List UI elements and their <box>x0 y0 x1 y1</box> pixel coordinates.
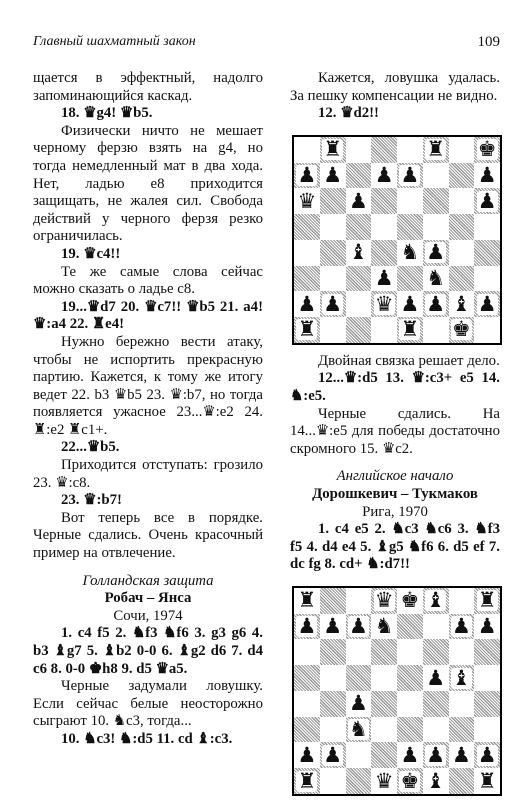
chess-piece: ♞ <box>348 717 368 742</box>
board-square <box>346 691 372 717</box>
board-square <box>474 665 500 691</box>
board-square <box>474 768 500 794</box>
paragraph: 12. ♛d2!! <box>318 105 379 122</box>
board-square <box>474 317 500 343</box>
board-square <box>294 665 320 691</box>
chess-piece: ♟ <box>426 291 446 316</box>
chess-piece: ♟ <box>374 162 394 187</box>
board-square <box>346 291 372 317</box>
chess-piece: ♟ <box>323 614 343 639</box>
board-square <box>397 717 423 743</box>
running-header <box>33 34 500 54</box>
board-square <box>346 665 372 691</box>
paragraph: 18. ♛g4! ♛b5. <box>61 105 153 122</box>
chess-piece: ♟ <box>451 614 471 639</box>
chess-piece: ♛ <box>297 188 317 213</box>
board-square <box>449 717 475 743</box>
right-column <box>290 70 500 804</box>
chess-piece: ♟ <box>348 691 368 716</box>
paragraph: щается в эффектный, надолго запоминающийся каскад. <box>33 70 263 104</box>
board-square <box>397 768 423 794</box>
board-square <box>371 639 397 665</box>
board-square <box>320 163 346 189</box>
chess-piece: ♟ <box>297 614 317 639</box>
chess-piece: ♟ <box>323 742 343 767</box>
chess-piece: ♟ <box>451 742 471 767</box>
chess-piece: ♚ <box>400 588 420 613</box>
board-square <box>320 291 346 317</box>
board-square <box>397 639 423 665</box>
board-square <box>294 137 320 163</box>
left-column <box>33 70 263 749</box>
board-square <box>371 768 397 794</box>
page-number: 109 <box>477 34 500 50</box>
board-square <box>423 614 449 640</box>
chess-piece: ♟ <box>348 188 368 213</box>
board-square <box>320 214 346 240</box>
board-square <box>294 742 320 768</box>
chess-piece: ♚ <box>451 317 471 342</box>
board-square <box>294 639 320 665</box>
running-title: Главный шахматный закон <box>33 34 196 49</box>
paragraph: Вот теперь все в порядке. Черные сдались. Очень красочный пример на отвлечение. <box>33 509 263 562</box>
chess-piece: ♛ <box>374 588 394 613</box>
board-square <box>423 742 449 768</box>
board-square <box>294 266 320 292</box>
chess-piece: ♞ <box>374 614 394 639</box>
board-square <box>397 214 423 240</box>
board-square <box>397 188 423 214</box>
board-square <box>371 163 397 189</box>
board-square <box>474 163 500 189</box>
board-square <box>423 214 449 240</box>
board-square <box>397 691 423 717</box>
board-square <box>320 266 346 292</box>
board-square <box>397 742 423 768</box>
board-square <box>371 717 397 743</box>
board-square <box>294 614 320 640</box>
board-square <box>346 639 372 665</box>
paragraph: Двойная связка решает дело. <box>318 352 500 369</box>
board-square <box>294 188 320 214</box>
right-top-text <box>290 70 500 123</box>
board-square <box>449 691 475 717</box>
board-square <box>346 188 372 214</box>
board-square <box>294 291 320 317</box>
board-square <box>449 188 475 214</box>
board-square <box>397 317 423 343</box>
paragraph: Те же самые слова сейчас можно сказать о ладье c8. <box>33 263 263 298</box>
paragraph: Нужно бережно вести атаку, чтобы не испортить прекрасную партию. Кажется, к тому же итогу ведет 22. b3 ♛b5 23. ♛:b7, но тогда появляется ужасное 23...♛:e2 24. ♜:e2 ♜c1+. <box>33 333 263 438</box>
chess-piece: ♛ <box>374 291 394 316</box>
chess-piece: ♝ <box>451 665 471 690</box>
board-square <box>294 588 320 614</box>
chess-piece: ♚ <box>477 137 497 162</box>
board-square <box>449 639 475 665</box>
board-square <box>423 266 449 292</box>
paragraph: Рига, 1970 <box>362 503 428 520</box>
chess-piece: ♝ <box>426 768 446 793</box>
board-square <box>320 588 346 614</box>
board-square <box>423 588 449 614</box>
board-square <box>449 588 475 614</box>
board-square <box>423 163 449 189</box>
board-square <box>449 768 475 794</box>
board-square <box>474 588 500 614</box>
chess-piece: ♝ <box>451 291 471 316</box>
board-square <box>320 742 346 768</box>
chess-piece: ♜ <box>477 588 497 613</box>
paragraph: 10. ♞c3! ♞:d5 11. cd ♝:c3. <box>61 730 233 747</box>
paragraph: Физически ничто не мешает черному ферзю взять на g4, но тогда немедленный мат в два хода. Нет, ладью e8 приходится защищать, не жалея сил. Свобода действий у черного ферзя резко ограничилась. <box>33 122 263 245</box>
chess-piece: ♟ <box>477 291 497 316</box>
board-square <box>449 742 475 768</box>
board-square <box>474 188 500 214</box>
board-square <box>320 240 346 266</box>
board-square <box>320 665 346 691</box>
board-square <box>423 639 449 665</box>
board-square <box>346 317 372 343</box>
chess-diagram-2 <box>292 586 502 796</box>
board-square <box>449 137 475 163</box>
board-square <box>474 742 500 768</box>
chess-piece: ♜ <box>297 768 317 793</box>
board-square <box>449 163 475 189</box>
board-square <box>423 665 449 691</box>
board-square <box>474 137 500 163</box>
board-square <box>449 614 475 640</box>
board-square <box>371 588 397 614</box>
paragraph: Робач – Янса <box>104 590 192 607</box>
board-square <box>294 691 320 717</box>
chess-piece: ♟ <box>297 162 317 187</box>
chess-piece: ♜ <box>323 137 343 162</box>
chess-piece: ♚ <box>400 768 420 793</box>
board-square <box>320 691 346 717</box>
board-square <box>423 691 449 717</box>
board-square <box>423 717 449 743</box>
chess-piece: ♜ <box>297 588 317 613</box>
board-square <box>294 240 320 266</box>
chess-piece: ♞ <box>400 240 420 265</box>
board-square <box>346 614 372 640</box>
board-square <box>423 317 449 343</box>
chess-piece: ♜ <box>477 768 497 793</box>
board-square <box>474 291 500 317</box>
chess-diagram-1 <box>292 135 502 345</box>
paragraph: Английское начало <box>336 468 454 485</box>
chess-piece: ♜ <box>400 317 420 342</box>
chess-piece: ♝ <box>426 588 446 613</box>
board-square <box>320 717 346 743</box>
board-square <box>423 240 449 266</box>
paragraph: 12...♛:d5 13. ♛:c3+ e5 14. ♞:e5. <box>290 370 500 404</box>
board-square <box>371 614 397 640</box>
paragraph: Кажется, ловушка удалась. За пешку компенсации не видно. <box>290 70 500 104</box>
chess-piece: ♟ <box>400 291 420 316</box>
board-square <box>449 317 475 343</box>
chess-piece: ♟ <box>400 742 420 767</box>
chess-piece: ♟ <box>477 614 497 639</box>
chess-piece: ♟ <box>400 162 420 187</box>
board-square <box>346 588 372 614</box>
chess-piece: ♟ <box>297 742 317 767</box>
board-square <box>320 614 346 640</box>
board-square <box>397 163 423 189</box>
chess-piece: ♟ <box>323 162 343 187</box>
board-square <box>320 768 346 794</box>
board-square <box>346 137 372 163</box>
chess-piece: ♝ <box>348 240 368 265</box>
board-square <box>397 266 423 292</box>
paragraph: Черные задумали ловушку. Если сейчас белые неосторожно сыграют 10. ♞c3, тогда... <box>33 678 263 730</box>
board-square <box>346 240 372 266</box>
board-square <box>320 639 346 665</box>
chess-piece: ♟ <box>477 742 497 767</box>
board-square <box>423 188 449 214</box>
board-square <box>397 240 423 266</box>
board-square <box>371 317 397 343</box>
board-square <box>346 768 372 794</box>
board-square <box>423 137 449 163</box>
chess-piece: ♛ <box>374 768 394 793</box>
right-mid-text <box>290 353 500 574</box>
chess-piece: ♞ <box>426 265 446 290</box>
board-square <box>449 665 475 691</box>
chess-piece: ♟ <box>477 188 497 213</box>
board-square <box>474 214 500 240</box>
paragraph: 23. ♛:b7! <box>61 492 122 509</box>
board-square <box>320 317 346 343</box>
board-square <box>371 665 397 691</box>
board-square <box>449 214 475 240</box>
board-square <box>449 240 475 266</box>
board-square <box>371 742 397 768</box>
board-square <box>346 742 372 768</box>
board-square <box>371 137 397 163</box>
board-square <box>423 768 449 794</box>
board-square <box>449 266 475 292</box>
board-square <box>397 588 423 614</box>
board-square <box>346 163 372 189</box>
board-square <box>294 163 320 189</box>
paragraph: Дорошкевич – Тукмаков <box>312 485 478 502</box>
board-square <box>371 214 397 240</box>
chess-piece: ♟ <box>374 265 394 290</box>
board-square <box>371 188 397 214</box>
board-square <box>474 639 500 665</box>
paragraph: Сочи, 1974 <box>113 607 183 624</box>
chess-piece: ♜ <box>426 137 446 162</box>
board-square <box>371 691 397 717</box>
board-square <box>346 717 372 743</box>
board-square <box>346 214 372 240</box>
board-square <box>320 188 346 214</box>
chess-piece: ♟ <box>323 291 343 316</box>
board-square <box>474 614 500 640</box>
paragraph: Голландская защита <box>82 572 214 589</box>
paragraph: Черные сдались. На 14...♛:e5 для победы достаточно скромного 15. ♛c2. <box>290 405 500 457</box>
board-square <box>294 317 320 343</box>
paragraph: 1. c4 f5 2. ♞f3 ♞f6 3. g3 g6 4. b3 ♝g7 5. ♝b2 0-0 6. ♝g2 d6 7. d4 c6 8. 0-0 ♚h8 9. d5 ♛a5. <box>33 625 263 677</box>
chess-piece: ♟ <box>348 614 368 639</box>
chess-piece: ♟ <box>426 742 446 767</box>
board-square <box>294 214 320 240</box>
board-square <box>371 240 397 266</box>
board-square <box>346 266 372 292</box>
board-square <box>397 665 423 691</box>
chess-piece: ♟ <box>477 162 497 187</box>
board-square <box>294 717 320 743</box>
paragraph: 19. ♛c4!! <box>61 245 121 262</box>
board-square <box>320 137 346 163</box>
paragraph: 22...♛b5. <box>61 439 120 456</box>
board-square <box>474 717 500 743</box>
paragraph: 19...♛d7 20. ♛c7!! ♛b5 21. a4! ♛:a4 22. ♜e4! <box>33 298 263 333</box>
board-square <box>371 291 397 317</box>
board-square <box>449 291 475 317</box>
board-square <box>397 137 423 163</box>
board-square <box>474 240 500 266</box>
paragraph: Приходится отступать: грозило 23. ♛:c8. <box>33 457 263 491</box>
board-square <box>397 291 423 317</box>
paragraph: 1. c4 e5 2. ♞c3 ♞c6 3. ♞f3 f5 4. d4 e4 5. ♝g5 ♞f6 6. d5 ef 7. dc fg 8. cd+ ♞:d7!! <box>290 521 500 573</box>
board-square <box>371 266 397 292</box>
chess-piece: ♟ <box>297 291 317 316</box>
chess-piece: ♟ <box>426 240 446 265</box>
board-square <box>423 291 449 317</box>
board-square <box>397 614 423 640</box>
chess-piece: ♜ <box>297 317 317 342</box>
board-square <box>474 691 500 717</box>
board-square <box>294 768 320 794</box>
chess-piece: ♟ <box>426 665 446 690</box>
board-square <box>474 266 500 292</box>
